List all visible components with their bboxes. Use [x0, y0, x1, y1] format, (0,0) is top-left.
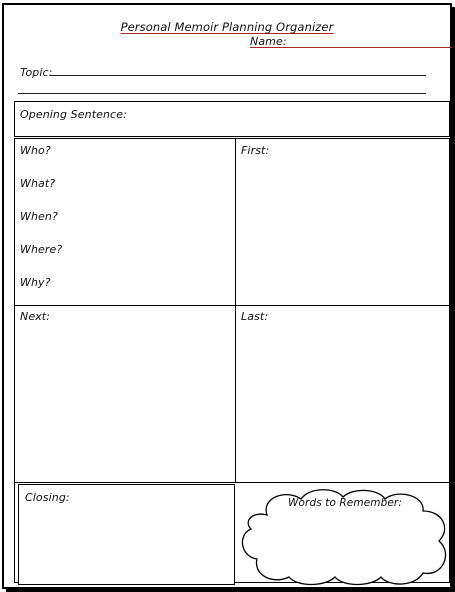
next-label: Next: — [20, 310, 51, 323]
question-who: Who? — [20, 144, 51, 157]
closing-box — [18, 484, 235, 585]
words-to-remember-label: Words to Remember: — [288, 497, 402, 509]
grid-row-divider-2 — [15, 482, 449, 483]
grid-row-divider-1 — [15, 305, 449, 306]
question-when: When? — [20, 210, 58, 223]
words-to-remember-cloud — [239, 487, 451, 587]
name-label: Name: — [250, 35, 287, 48]
question-where: Where? — [20, 243, 63, 256]
title-text: Personal Memoir Planning Organizer — [120, 20, 334, 34]
page-title — [4, 20, 450, 34]
topic-label: Topic: — [20, 66, 53, 79]
topic-line-2 — [18, 93, 426, 94]
opening-sentence-label: Opening Sentence: — [20, 108, 127, 121]
topic-line-1 — [50, 75, 426, 76]
name-line — [250, 47, 452, 48]
closing-label: Closing: — [25, 491, 70, 504]
opening-sentence-box — [14, 101, 450, 137]
organizer-page — [2, 3, 452, 589]
last-label: Last: — [241, 310, 269, 323]
question-what: What? — [20, 177, 56, 190]
question-why: Why? — [20, 276, 51, 289]
grid-vertical-divider — [235, 139, 236, 482]
first-label: First: — [241, 144, 270, 157]
